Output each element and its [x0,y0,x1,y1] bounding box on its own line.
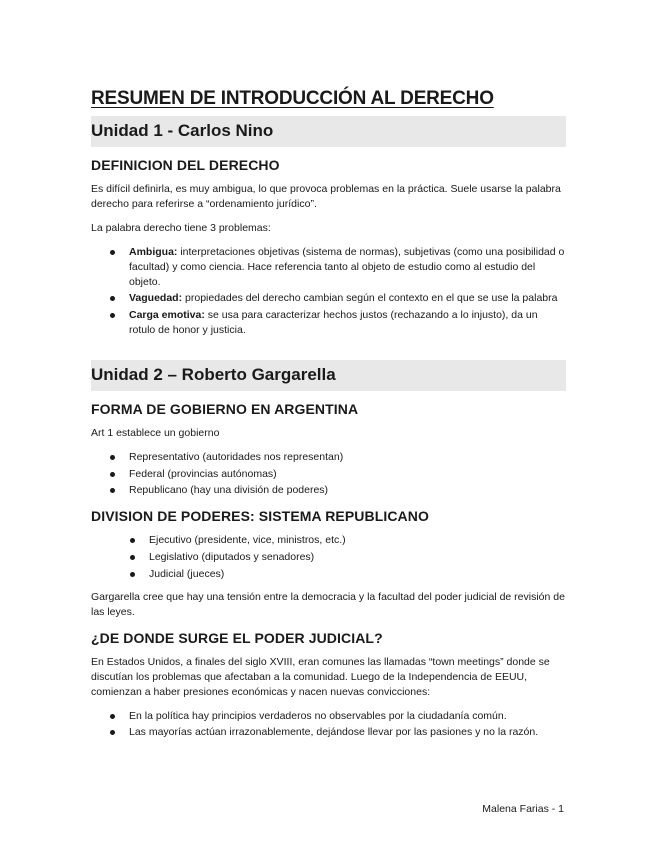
paragraph: En Estados Unidos, a finales del siglo XVIII, eran comunes las llamadas “town meetings” donde se discutían los problemas que afectaban a la comunidad. Luego de la Independencia de EEUU, comienzan a haber presiones económicas y nacen nuevas convicciones: [91,655,550,698]
document-title: RESUMEN DE INTRODUCCIÓN AL DERECHO [91,88,494,109]
section-definicion-heading: DEFINICION DEL DERECHO [91,157,280,173]
government-list [91,450,566,498]
document-page [91,88,566,748]
list-item: Judicial (jueces) [149,567,566,582]
section-poder-judicial-heading: ¿DE DONDE SURGE EL PODER JUDICIAL? [91,629,383,646]
list-item: En la política hay principios verdaderos no observables por la ciudadanía común. [129,709,566,724]
list-item-term: Ambigua: [129,246,178,258]
list-item-text: se usa para caracterizar hechos justos (rechazando a lo injusto), da un rotulo de honor y justicia. [129,309,538,336]
paragraph: La palabra derecho tiene 3 problemas: [91,222,271,234]
list-item: Representativo (autoridades nos representan) [129,450,566,465]
unit1-heading: Unidad 1 - Carlos Nino [91,116,566,147]
paragraph: Art 1 establece un gobierno [91,426,220,439]
list-item-term: Carga emotiva: [129,309,205,322]
list-item-text: interpretaciones objetivas (sistema de normas), subjetivas (como una posibilidad o facultad) y como ciencia. Hace referencia tanto al objeto de estudio como al estudio del objeto. [129,246,565,288]
convictions-list [91,709,566,741]
list-item [129,245,566,289]
list-item-text: propiedades del derecho cambian según el contexto en el que se use la palabra [182,292,558,305]
list-item: Republicano (hay una división de poderes) [129,483,566,498]
list-item: Legislativo (diputados y senadores) [149,550,566,565]
list-item: Ejecutivo (presidente, vice, ministros, etc.) [149,533,566,548]
problems-list [91,245,566,338]
page-footer: Malena Farias - 1 [482,803,564,815]
list-item-term: Vaguedad: [129,292,183,305]
list-item: Las mayorías actúan irrazonablemente, dejándose llevar por las pasiones y no la razón. [129,725,566,740]
unit2-heading: Unidad 2 – Roberto Gargarella [91,360,566,391]
section-division-heading: DIVISION DE PODERES: SISTEMA REPUBLICANO [91,508,429,525]
list-item: Federal (provincias autónomas) [129,467,566,482]
powers-list [91,533,566,581]
section-gobierno-heading: FORMA DE GOBIERNO EN ARGENTINA [91,400,359,417]
list-item [129,291,566,306]
paragraph: Gargarella cree que hay una tensión entre la democracia y la facultad del poder judicial de revisión de las leyes. [91,590,565,618]
list-item [129,308,566,338]
paragraph: Es difícil definirla, es muy ambigua, lo que provoca problemas en la práctica. Suele usarse la palabra derecho para referirse a “ordenamiento jurídico”. [91,183,561,210]
